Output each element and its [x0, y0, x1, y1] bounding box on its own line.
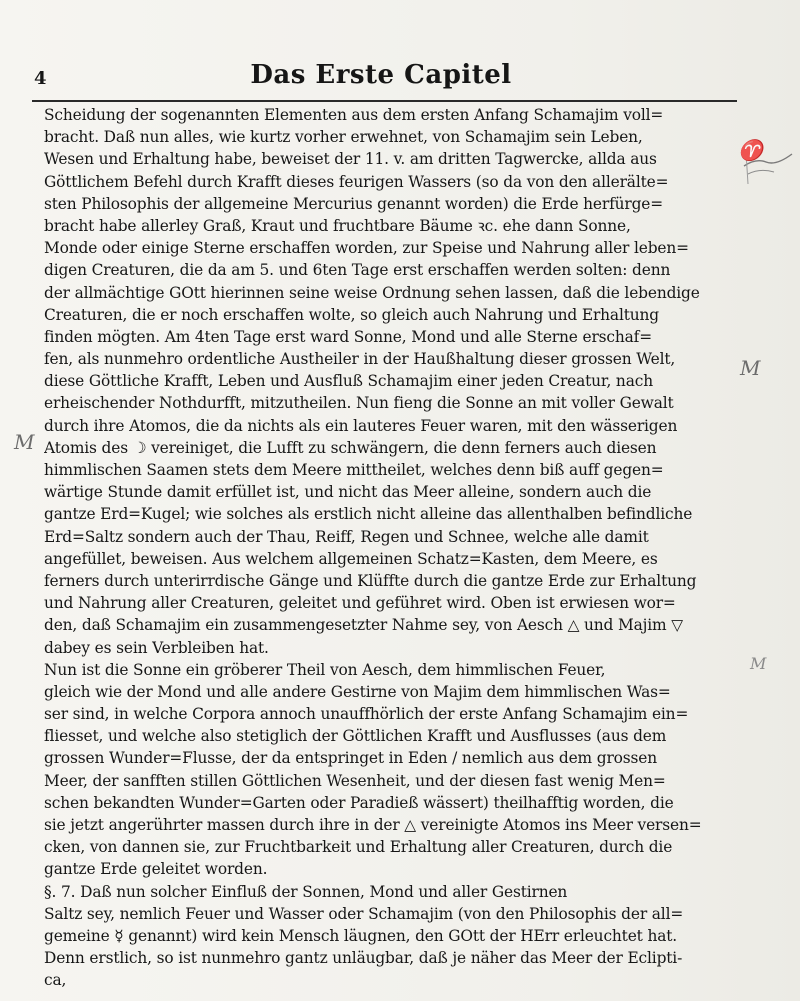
margin-note-4: M: [750, 654, 767, 673]
text-line: angefüllet, beweisen. Aus welchem allgemeinen Schatz=Kasten, dem Meere, es: [44, 549, 658, 568]
text-line: ca,: [44, 971, 67, 990]
text-line: sten Philosophis der allgemeine Mercurius genannt worden) die Erde herfürge=: [44, 194, 664, 213]
text-line: sie jetzt angerührter massen durch ihre in der △ vereinigte Atomos ins Meer versen=: [44, 816, 702, 834]
text-line: fen, als nunmehro ordentliche Austheiler in der Haußhaltung dieser grossen Welt,: [44, 350, 676, 369]
text-line: Scheidung der sogenannten Elementen aus dem ersten Anfang Schamajim voll=: [44, 106, 664, 124]
page-header: [32, 58, 730, 98]
text-line: Wesen und Erhaltung habe, beweiset der 11. v. am dritten Tagwercke, allda aus: [44, 150, 657, 169]
text-line: gleich wie der Mond und alle andere Gestirne von Majim dem himmlischen Was=: [44, 682, 671, 701]
text-line: §. 7. Daß nun solcher Einfluß der Sonnen, Mond und aller Gestirnen: [44, 882, 568, 901]
text-line: gantze Erde geleitet worden.: [44, 860, 268, 879]
text-line: bracht. Daß nun alles, wie kurtz vorher erwehnet, von Schamajim sein Leben,: [44, 128, 643, 147]
text-line: digen Creaturen, die da am 5. und 6ten Tage erst erschaffen werden solten: denn: [44, 261, 671, 280]
text-line: Atomis des ☽ vereiniget, die Lufft zu schwängern, die denn ferners auch diesen: [44, 438, 657, 457]
text-line: Meer, der sanfften stillen Göttlichen Wesenheit, und der diesen fast wenig Men=: [44, 771, 666, 790]
text-line: Monde oder einige Sterne erschaffen worden, zur Speise und Nahrung aller leben=: [44, 239, 689, 258]
text-line: himmlischen Saamen stets dem Meere mittheilet, welches denn biß auff gegen=: [44, 461, 664, 479]
chapter-title: Das Erste Capitel: [250, 60, 512, 90]
text-line: fliesset, und welche also stetiglich der Göttlichen Krafft und Ausflusses (aus dem: [44, 727, 667, 746]
text-line: diese Göttliche Krafft, Leben und Ausfluß Schamajim einer jeden Creatur, nach: [44, 372, 653, 391]
text-line: und Nahrung aller Creaturen, geleitet und geführet wird. Oben ist erwiesen wor=: [44, 594, 676, 613]
text-line: Denn erstlich, so ist nunmehro gantz unläugbar, daß je näher das Meer der Eclipti-: [44, 949, 683, 968]
text-line: ser sind, in welche Corpora annoch unauffhörlich der erste Anfang Schamajim ein=: [44, 705, 689, 724]
text-line: grossen Wunder=Flusse, der da entspringet in Eden / nemlich aus dem grossen: [44, 749, 657, 768]
text-line: ferners durch unterirrdische Gänge und Klüffte durch die gantze Erde zur Erhaltung: [44, 571, 697, 590]
text-line: bracht habe allerley Graß, Kraut und fruchtbare Bäume ꝛc. ehe dann Sonne,: [44, 216, 631, 235]
text-line: gantze Erd=Kugel; wie solches als erstlich nicht alleine das allenthalben befindliche: [44, 505, 693, 524]
text-line: gemeine ☿ genannt) wird kein Mensch läugnen, den GOtt der HErr erleuchtet hat.: [44, 926, 678, 945]
text-line: finden mögten. Am 4ten Tage erst ward Sonne, Mond und alle Sterne erschaf=: [44, 327, 652, 346]
text-line: Göttlichem Befehl durch Krafft dieses feurigen Wassers (so da von den allerälte=: [44, 172, 669, 191]
text-line: schen bekandten Wunder=Garten oder Paradieß wässert) theilhafftig worden, die: [44, 793, 674, 812]
text-line: Nun ist die Sonne ein gröberer Theil von Aesch, dem himmlischen Feuer,: [44, 660, 606, 679]
margin-note-3: M: [14, 430, 35, 454]
margin-note-1: ♈: [738, 138, 763, 162]
text-line: Erd=Saltz sondern auch der Thau, Reiff, Regen und Schnee, welche alle damit: [44, 527, 649, 546]
text-line: Saltz sey, nemlich Feuer und Wasser oder Schamajim (von den Philosophis der all=: [44, 904, 684, 923]
header-rule: [32, 100, 737, 102]
text-line: cken, von dannen sie, zur Fruchtbarkeit und Erhaltung aller Creaturen, durch die: [44, 838, 673, 857]
text-line: dabey es sein Verbleiben hat.: [44, 638, 269, 657]
text-line: wärtige Stunde damit erfüllet ist, und nicht das Meer alleine, sondern auch die: [44, 483, 652, 502]
text-line: Creaturen, die er noch erschaffen wolte, so gleich auch Nahrung und Erhaltung: [44, 305, 659, 324]
text-line: der allmächtige GOtt hierinnen seine weise Ordnung sehen lassen, daß die lebendige: [44, 283, 700, 302]
text-line: durch ihre Atomos, die da nichts als ein lauteres Feuer waren, mit den wässerigen: [44, 416, 678, 435]
page-number: 4: [34, 68, 47, 89]
text-line: den, daß Schamajim ein zusammengesetzter Nahme sey, von Aesch △ und Majim ▽: [44, 616, 683, 635]
margin-note-2: M: [740, 356, 761, 380]
text-line: erheischender Nothdurfft, mitzutheilen. Nun fieng die Sonne an mit voller Gewalt: [44, 394, 674, 413]
body-text: [44, 104, 756, 992]
